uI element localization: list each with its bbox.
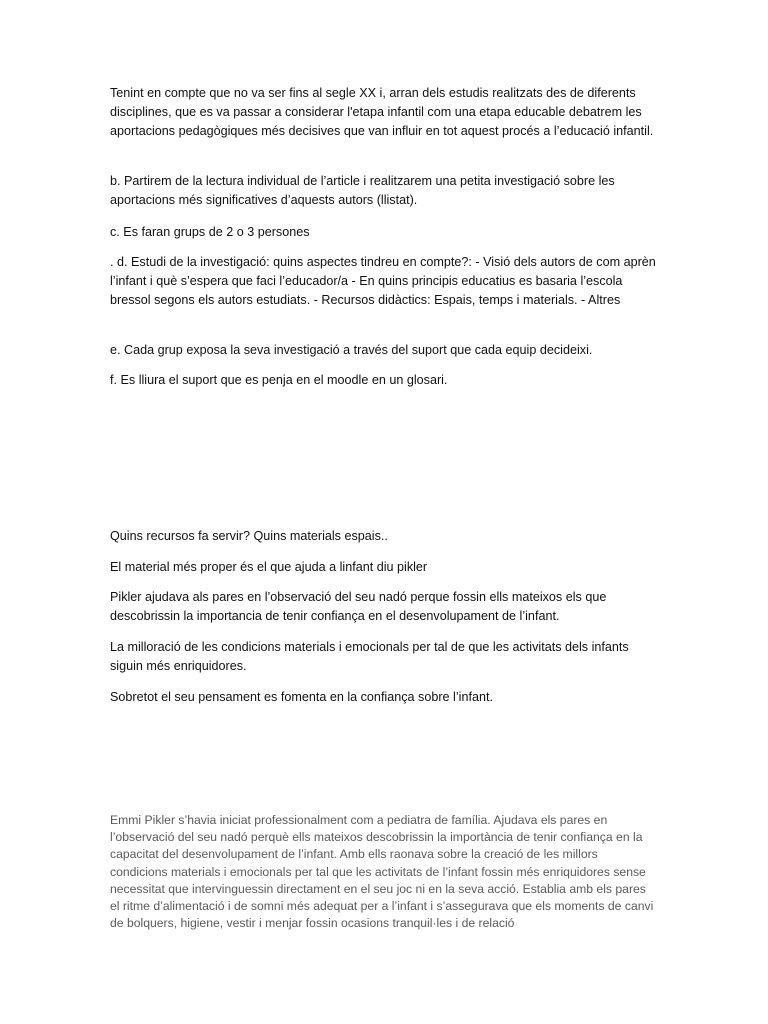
note-paragraph-1: El material més proper és el que ajuda a linfant diu pikler: [110, 560, 428, 574]
item-e-paragraph: e. Cada grup exposa la seva investigació a través del suport que cada equip decideixi.: [110, 343, 593, 357]
item-b-paragraph: b. Partirem de la lectura individual de l’article i realitzarem una petita investigació sobre les aportacions més significatives d’aquests autors (llistat).: [110, 174, 615, 207]
intro-paragraph: Tenint en compte que no va ser fins al segle XX i, arran dels estudis realitzats des de diferents disciplines, que es va passar a considerar l'etapa infantil com una etapa educable debatrem les aportacions pedagògiques més decisives que van influir en tot aquest procés a l’educació infantil.: [110, 86, 654, 138]
note-paragraph-3: La milloració de les condicions materials i emocionals per tal de que les activitats dels infants siguin més enriquidores.: [110, 640, 629, 673]
resources-question: Quins recursos fa servir? Quins materials espais..: [110, 529, 388, 543]
note-paragraph-4: Sobretot el seu pensament es fomenta en la confiança sobre l’infant.: [110, 690, 493, 704]
pikler-quote-paragraph: Emmi Pikler s’havia iniciat professionalment com a pediatra de família. Ajudava els pares en l’observació del seu nadó perquè ells mateixos descobrissin la importància de tenir confiança en la capacitat del desenvolupament de l’infant. Amb ells raonava sobre la creació de les millors condicions materials i emocionals per tal que les activitats de l’infant fossin més enriquidores sense necessitat que intervinguessin directament en el seu joc ni en la seva acció. Establia amb els pares el ritme d’alimentació i de somni més adequat per a l’infant i s’assegurava que els moments de canvi de bolquers, higiene, vestir i menjar fossin ocasions tranquil·les i de relació: [110, 813, 654, 931]
note-paragraph-2: Pikler ajudava als pares en l’observació del seu nadó perque fossin ells mateixos els que descobrissin la importancia de tenir confiança en el desenvolupament de l’infant.: [110, 590, 607, 623]
item-d-paragraph: . d. Estudi de la investigació: quins aspectes tindreu en compte?: - Visió dels autors de com aprèn l’infant i què s’espera que faci l’educador/a - En quins principis educatius es basaria l’escola bressol segons els autors estudiats. - Recursos didàctics: Espais, temps i materials. - Altres: [110, 255, 656, 307]
item-f-paragraph: f. Es lliura el suport que es penja en el moodle en un glosari.: [110, 373, 448, 387]
item-c-paragraph: c. Es faran grups de 2 o 3 persones: [110, 225, 310, 239]
